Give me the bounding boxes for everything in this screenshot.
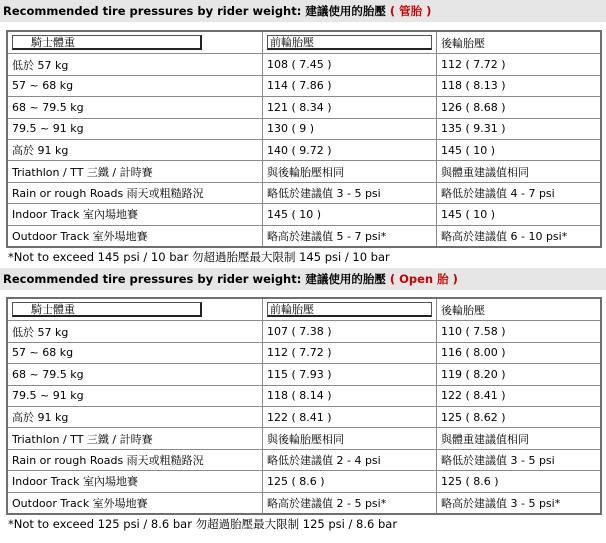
- rider-weight-cell: 68 ~ 79.5 kg: [12, 100, 84, 114]
- front-pressure-cell: 121 ( 8.34 ): [262, 97, 436, 117]
- front-pressure-cell: 115 ( 7.93 ): [262, 364, 436, 384]
- rear-pressure-cell: 112 ( 7.72 ): [436, 54, 600, 74]
- table-row: [8, 225, 600, 246]
- table-row: [8, 139, 600, 160]
- condition-cell: Outdoor Track 室外場地賽: [12, 496, 148, 510]
- title-text: Recommended tire pressures by rider weight: 建議使用的胎壓: [3, 272, 386, 286]
- front-pressure-cell: 略低於建議值 3 - 5 psi: [262, 183, 436, 203]
- table-row: [8, 406, 600, 427]
- front-pressure-cell: 118 ( 8.14 ): [262, 386, 436, 406]
- rear-pressure-cell: 125 ( 8.62 ): [436, 407, 600, 427]
- front-pressure-cell: 112 ( 7.72 ): [262, 343, 436, 363]
- title-tag: ( 管胎 ): [389, 4, 432, 18]
- rear-pressure-cell: 118 ( 8.13 ): [436, 76, 600, 96]
- rear-pressure-cell: 125 ( 8.6 ): [436, 471, 600, 491]
- rear-pressure-cell: 與體重建議值相同: [436, 428, 600, 448]
- rider-weight-cell: 57 ~ 68 kg: [12, 79, 74, 93]
- rear-pressure-cell: 116 ( 8.00 ): [436, 343, 600, 363]
- table-row: [8, 470, 600, 491]
- rear-pressure-cell: 119 ( 8.20 ): [436, 364, 600, 384]
- rear-pressure-cell: 略高於建議值 6 - 10 psi*: [436, 226, 600, 246]
- table-row: [8, 182, 600, 203]
- table-row: [8, 363, 600, 384]
- front-pressure-cell: 114 ( 7.86 ): [262, 76, 436, 96]
- table-row: [8, 118, 600, 139]
- condition-cell: Indoor Track 室內場地賽: [12, 208, 138, 222]
- rear-pressure-cell: 110 ( 7.58 ): [436, 321, 600, 341]
- table-row: [8, 96, 600, 117]
- title-tag: ( Open 胎 ): [389, 272, 458, 286]
- table-row: [8, 385, 600, 406]
- condition-cell: Indoor Track 室內場地賽: [12, 475, 138, 489]
- table-row: [8, 449, 600, 470]
- front-pressure-cell: 與後輪胎壓相同: [262, 161, 436, 181]
- rider-weight-cell: 低於 57 kg: [12, 58, 69, 72]
- condition-cell: Rain or rough Roads 雨天或粗糙路況: [12, 186, 204, 200]
- front-pressure-cell: 145 ( 10 ): [262, 204, 436, 224]
- front-pressure-cell: 略低於建議值 2 - 4 psi: [262, 450, 436, 470]
- rider-weight-cell: 68 ~ 79.5 kg: [12, 367, 84, 381]
- header-front-pressure: 前輪胎壓: [267, 35, 432, 50]
- rear-pressure-cell: 126 ( 8.68 ): [436, 97, 600, 117]
- front-pressure-cell: 略高於建議值 2 - 5 psi*: [262, 493, 436, 513]
- table-header-row: [8, 32, 600, 53]
- rider-weight-cell: 79.5 ~ 91 kg: [12, 389, 84, 403]
- rider-weight-cell: 高於 91 kg: [12, 144, 69, 158]
- rear-pressure-cell: 135 ( 9.31 ): [436, 119, 600, 139]
- condition-cell: Triathlon / TT 三鐵 / 計時賽: [12, 432, 153, 446]
- table-row: [8, 53, 600, 74]
- front-pressure-cell: 107 ( 7.38 ): [262, 321, 436, 341]
- front-pressure-cell: 略高於建議值 5 - 7 psi*: [262, 226, 436, 246]
- footnote: *Not to exceed 125 psi / 8.6 bar 勿超過胎壓最大限制 125 psi / 8.6 bar: [8, 517, 398, 531]
- table-row: [8, 75, 600, 96]
- table-row: [8, 320, 600, 341]
- header-front-pressure: 前輪胎壓: [267, 302, 432, 317]
- front-pressure-cell: 130 ( 9 ): [262, 119, 436, 139]
- rear-pressure-cell: 145 ( 10 ): [436, 204, 600, 224]
- rear-pressure-cell: 略高於建議值 3 - 5 psi*: [436, 493, 600, 513]
- header-rider-weight: 騎士體重: [12, 302, 202, 317]
- section-title: [0, 0, 606, 22]
- front-pressure-cell: 108 ( 7.45 ): [262, 54, 436, 74]
- title-text: Recommended tire pressures by rider weight: 建議使用的胎壓: [3, 4, 386, 18]
- tubular-section: [0, 0, 606, 22]
- condition-cell: Rain or rough Roads 雨天或粗糙路況: [12, 453, 204, 467]
- condition-cell: Triathlon / TT 三鐵 / 計時賽: [12, 165, 153, 179]
- condition-cell: Outdoor Track 室外場地賽: [12, 229, 148, 243]
- section-title: [0, 268, 606, 290]
- clincher-section: [0, 268, 606, 290]
- rider-weight-cell: 57 ~ 68 kg: [12, 346, 74, 360]
- header-rear-pressure: 後輪胎壓: [436, 299, 600, 320]
- rear-pressure-cell: 122 ( 8.41 ): [436, 386, 600, 406]
- front-pressure-cell: 140 ( 9.72 ): [262, 140, 436, 160]
- rider-weight-cell: 79.5 ~ 91 kg: [12, 122, 84, 136]
- rider-weight-cell: 高於 91 kg: [12, 411, 69, 425]
- tubular-pressure-table: [6, 30, 602, 248]
- table-row: [8, 492, 600, 513]
- rear-pressure-cell: 145 ( 10 ): [436, 140, 600, 160]
- footnote: *Not to exceed 145 psi / 10 bar 勿超過胎壓最大限制 145 psi / 10 bar: [8, 250, 390, 264]
- table-row: [8, 203, 600, 224]
- header-rear-pressure: 後輪胎壓: [436, 32, 600, 53]
- front-pressure-cell: 與後輪胎壓相同: [262, 428, 436, 448]
- clincher-pressure-table: [6, 297, 602, 515]
- front-pressure-cell: 122 ( 8.41 ): [262, 407, 436, 427]
- front-pressure-cell: 125 ( 8.6 ): [262, 471, 436, 491]
- rear-pressure-cell: 略低於建議值 4 - 7 psi: [436, 183, 600, 203]
- header-rider-weight: 騎士體重: [12, 35, 202, 50]
- table-row: [8, 342, 600, 363]
- table-row: [8, 160, 600, 181]
- table-row: [8, 427, 600, 448]
- table-header-row: [8, 299, 600, 320]
- rear-pressure-cell: 略低於建議值 3 - 5 psi: [436, 450, 600, 470]
- rider-weight-cell: 低於 57 kg: [12, 325, 69, 339]
- rear-pressure-cell: 與體重建議值相同: [436, 161, 600, 181]
